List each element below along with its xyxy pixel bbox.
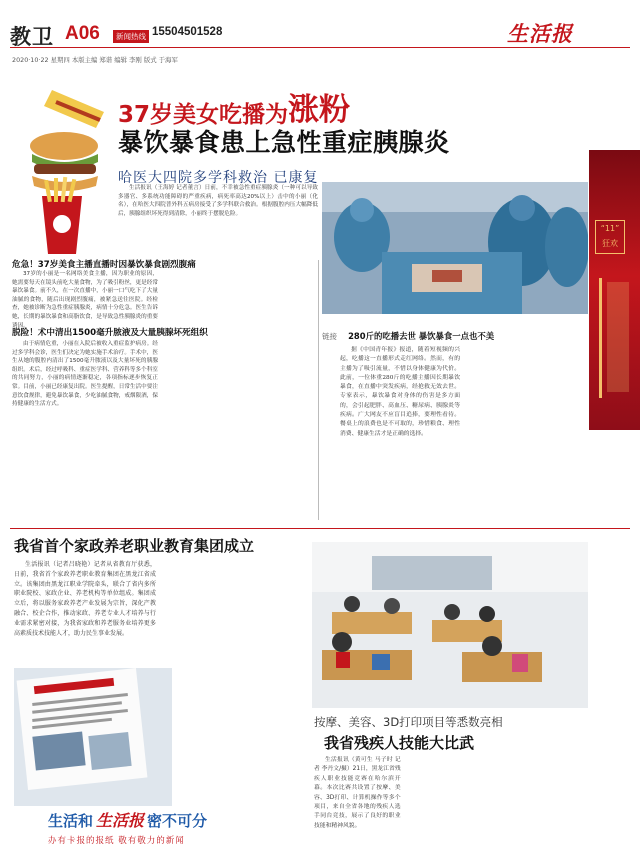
footer-logo: 生活报: [96, 811, 145, 830]
mid-separator: [10, 528, 630, 529]
footer-banner: [48, 808, 308, 848]
classroom-photo: [312, 542, 588, 708]
headline-part-b: 涨粉: [288, 92, 351, 128]
burger-fries-icon: [12, 84, 116, 260]
contest-title-1: 按摩、美容、3D打印项目等悉数亮相: [314, 715, 503, 729]
related-head: [322, 324, 588, 341]
side-ad-strip: “11” 狂欢: [589, 150, 640, 430]
related-block: [322, 324, 588, 524]
related-body: 据《中国青年报》报道，随着短视频的兴起，吃播这一直播形式走红网络。然而，有的主播为了吸引流量，不惜以身体健康为代价。此前，一位体重280斤的吃播主播因长期暴饮暴食，在直播中突发疾病，经抢救无效去世。专家表示，暴饮暴食对身体的伤害是多方面的，会引起肥胖、高血压、糖尿病、胰腺炎等疾病。广大网友不应盲目追捧，要理性看待。餐桌上的浪费也是不可取的，珍惜粮食、理性消费、健康生活才是正确的选择。: [340, 347, 460, 437]
education-body-wrap: [14, 560, 306, 664]
related-title: 280斤的吃播去世 暴饮暴食一点也不美: [348, 331, 495, 341]
headline-part-a: 37岁美女吃播为: [118, 102, 289, 128]
related-body-wrap: [340, 346, 588, 522]
hotline-badge: 新闻热线: [113, 30, 149, 43]
section-1-body: 37岁的小丽是一名网络美食主播，因为职业的原因，她需要每天在镜头前吃大量食物，为了吸引粉丝，更是经常暴饮暴食。前不久，在一次直播中，小丽一口气吃下了大量油腻的食物，随后出现剧烈腹痛，被紧急送往医院。经检查，她被诊断为急性重症胰腺炎，病情十分危急。医生告诉她，长期的暴饮暴食和高脂饮食，是导致急性胰腺炎的重要诱因。: [12, 271, 158, 329]
issue-meta: 2020·10·22 星期四 本版主编 郑谐 编辑 李刚 版式 于海军: [12, 56, 178, 64]
footer-title-a: 生活和: [48, 812, 94, 830]
page-number: A06: [65, 23, 100, 44]
headline-subtitle: 哈医大四院多学科救治 已康复: [118, 170, 319, 186]
headline-line-1: [118, 84, 588, 128]
section-1-head: 危急！37岁美食主播直播时因暴饮暴食剧烈腹痛: [12, 260, 196, 270]
footer-title-b: 密不可分: [147, 812, 208, 830]
section-1-body-wrap: [12, 270, 312, 329]
page-header: [10, 8, 630, 70]
footer-title: [48, 808, 308, 831]
column-divider: [318, 260, 319, 520]
contest-body: 生活报讯（黄可生 马子时 记者 李丹文/摄）21日，黑龙江省残疾人职业技能竞赛在哈尔滨开幕。本次比赛共设置了按摩、美容、3D打印、计算机操作等多个项目，来自全省各地的残疾人选手同台竞技，展示了良好的职业技能和精神风貌。: [314, 757, 401, 829]
fast-food-illustration: [12, 84, 116, 260]
section-2-body: 由于病情危重，小丽在入院后被收入重症监护病房。经过多学科会诊，医生们决定为她实施手术治疗。手术中，医生从她的腹腔内清出了1500毫升脓液以及大量坏死的胰腺组织。术后，经过呼吸科、重症医学科、营养科等多个科室的共同努力，小丽的病情逐渐稳定，各项指标逐步恢复正常。目前，小丽已经康复出院。医生提醒，日常生活中要注意饮食规律，避免暴饮暴食，少吃油腻食物，戒烟限酒，保持健康的生活方式。: [12, 341, 158, 408]
newspaper-logo: 生活报: [507, 21, 573, 46]
education-title: 我省首个家政养老职业教育集团成立: [14, 537, 255, 555]
section-name: 教卫: [10, 24, 54, 49]
lead-headline: [118, 84, 588, 187]
contest-body-wrap: [314, 756, 588, 836]
headline-line-2: 暴饮暴食患上急性重症胰腺炎: [118, 128, 450, 157]
contest-title-2: 我省残疾人技能大比武: [324, 734, 475, 752]
hotline-number: 15504501528: [152, 26, 223, 38]
footer-subtitle: 办有卡报的报纸 敬有敬力的新闻: [48, 836, 185, 846]
section-2-body-wrap: [12, 340, 312, 520]
section-2-head: 脱险！术中清出1500毫升脓液及大量胰腺坏死组织: [12, 328, 208, 338]
lead-intro: 生活报讯（王海婷 记者董言）日前，不幸被急性重症胰腺炎（一种可以导致多器官、多系统功能障碍的严重疾病，病死率高达20%以上）击中的小丽（化名），在哈医大四院普外科五病房接受了多学科联合救治。根据腹腔内压大幅降低后，胰腺组织坏死得到清除，小丽终于摆脱危险。: [118, 185, 318, 217]
related-tag: 链接: [322, 332, 337, 341]
document-photo: [14, 668, 172, 806]
surgery-photo: [322, 182, 588, 314]
education-body: 生活报讯（记者吕晓艳）记者从省教育厅获悉，日前，我省首个家政养老职业教育集团在黑龙江省成立。该集团由黑龙江职业学院牵头，联合了省内多所职业院校、家政企业、养老机构等单位组成。集团成立后，将以服务家政养老产业发展为宗旨，深化产教融合、校企合作，推动家政、养老专业人才培养与行业需求紧密对接，为我省家政和养老服务业培养更多高素质技术技能人才，助力民生事业发展。: [14, 561, 156, 637]
